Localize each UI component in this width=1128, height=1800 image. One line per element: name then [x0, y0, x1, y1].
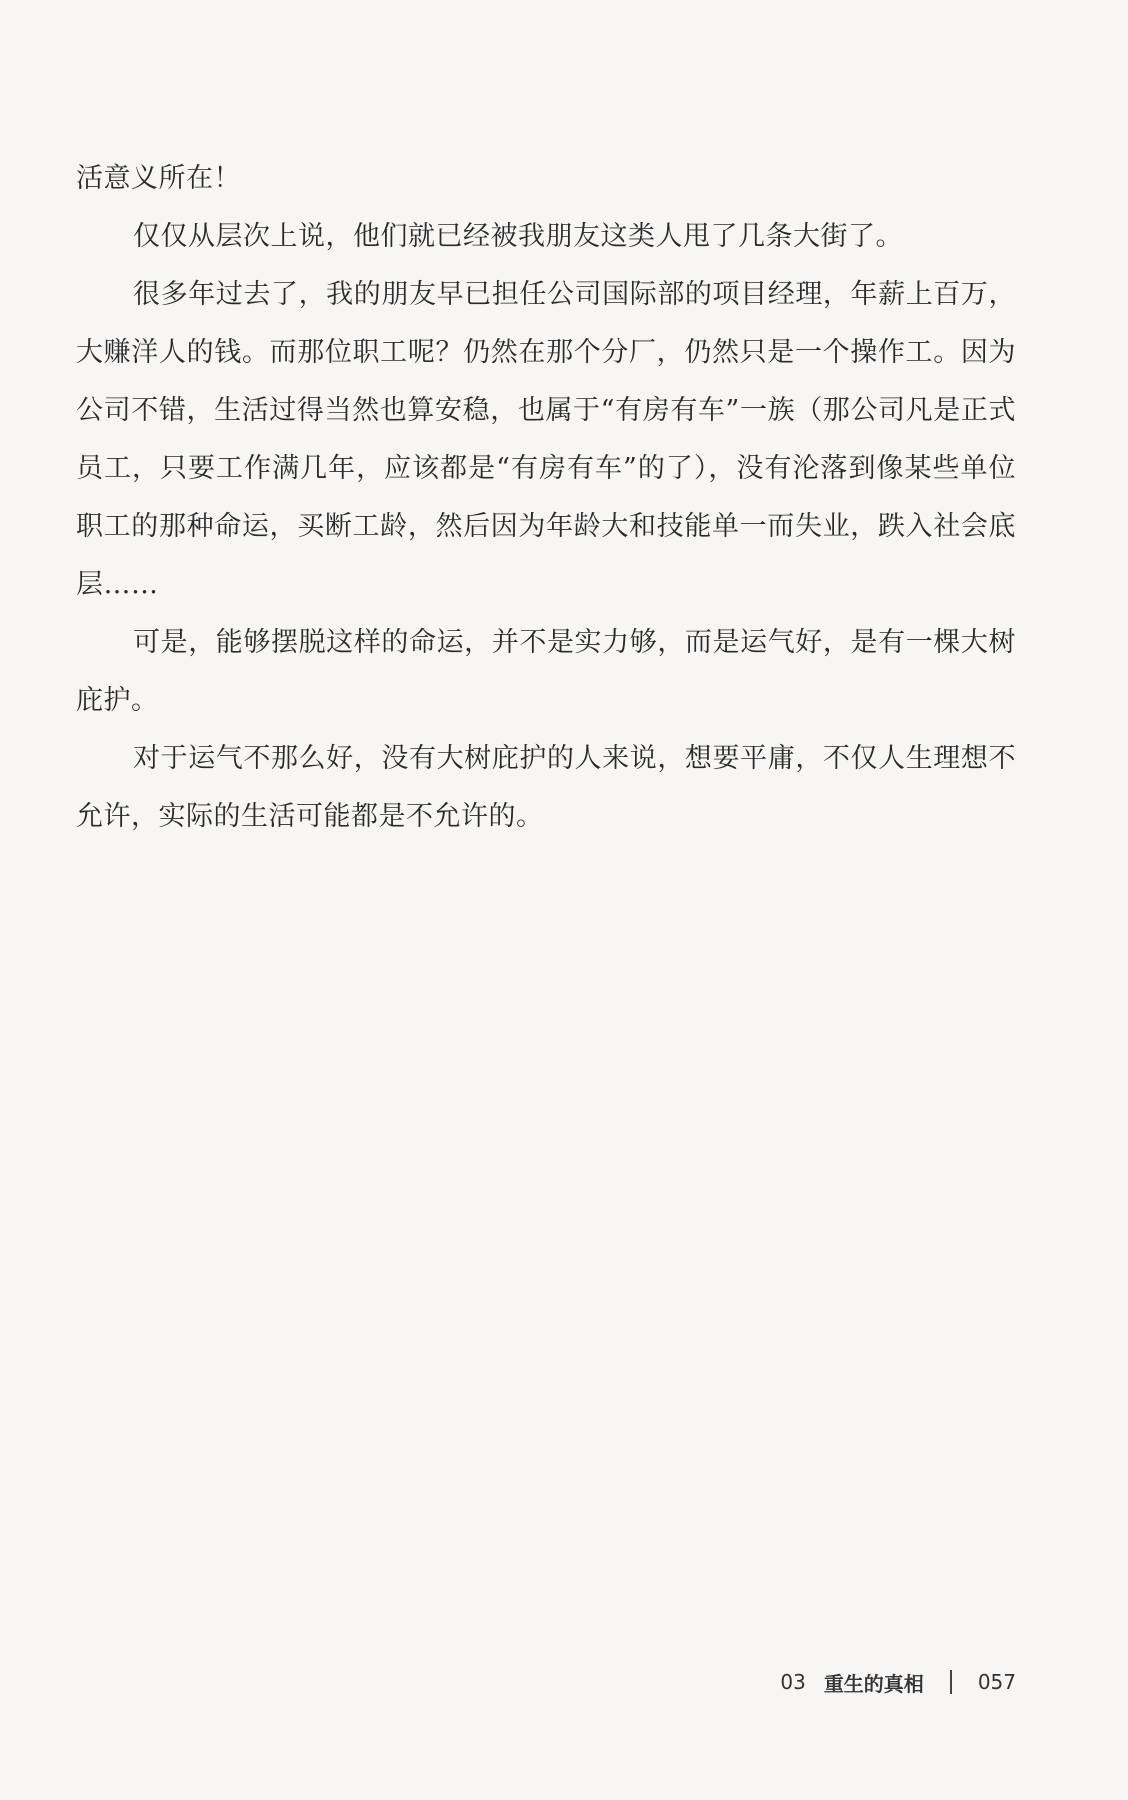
paragraph-continuation: 活意义所在！ [76, 163, 241, 194]
paragraph: 对于运气不那么好，没有大树庇护的人来说，想要平庸，不仅人生理想不允许，实际的生活可能都是不允许的。 [76, 743, 1016, 832]
paragraph: 仅仅从层次上说，他们就已经被我朋友这类人甩了几条大街了。 [133, 221, 903, 252]
page-number: 057 [977, 1670, 1016, 1694]
page-footer [780, 1665, 1016, 1699]
body-text [76, 150, 1016, 846]
chapter-number: 03 [780, 1670, 806, 1694]
footer-divider [950, 1670, 952, 1694]
paragraph: 很多年过去了，我的朋友早已担任公司国际部的项目经理，年薪上百万，大赚洋人的钱。而那位职工呢？仍然在那个分厂，仍然只是一个操作工。因为公司不错，生活过得当然也算安稳，也属于“有房有车”一族（那公司凡是正式员工，只要工作满几年，应该都是“有房有车”的了），没有沦落到像某些单位职工的那种命运，买断工龄，然后因为年龄大和技能单一而失业，跌入社会底层…… [76, 279, 1016, 600]
paragraph: 可是，能够摆脱这样的命运，并不是实力够，而是运气好，是有一棵大树庇护。 [76, 627, 1016, 716]
chapter-title: 重生的真相 [823, 1671, 924, 1696]
